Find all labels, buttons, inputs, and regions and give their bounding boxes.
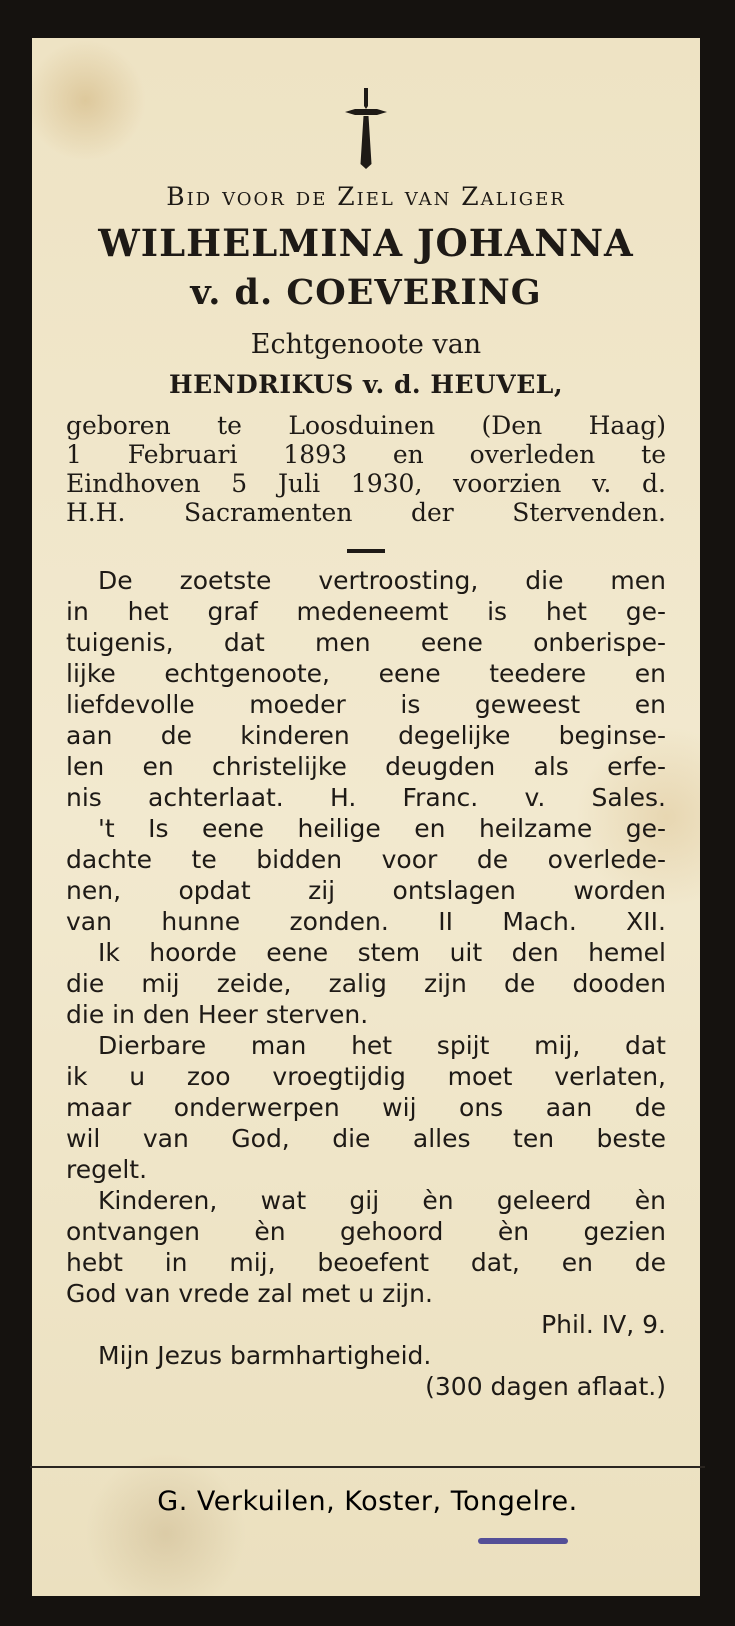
memorial-text [66,565,666,1402]
ink-underline-mark [478,1538,568,1544]
text-line: die mij zeide, zalig zijn de dooden [66,969,666,998]
spouse-intro: Echtgenoote van [250,329,482,360]
cross-icon [343,86,389,170]
text-line: Kinderen, wat gij èn geleerd èn [98,1186,666,1215]
text-line: len en christelijke deugden als erfe- [66,752,666,781]
text-line: ik u zoo vroegtijdig moet verlaten, [66,1062,666,1091]
text-line: God van vrede zal met u zijn. [66,1279,433,1308]
text-line: nen, opdat zij ontslagen worden [66,876,666,905]
text-line: Ik hoorde eene stem uit den hemel [98,938,666,967]
text-line: 't Is eene heilige en heilzame ge- [98,814,666,843]
born-line: 1 Februari 1893 en overleden te [66,440,666,469]
text-line: Mijn Jezus barmhartigheid. [98,1341,432,1370]
text-line: tuigenis, dat men eene onberispe- [66,628,666,657]
born-line: Eindhoven 5 Juli 1930, voorzien v. d. [66,469,666,498]
born-line: geboren te Loosduinen (Den Haag) [66,411,666,440]
text-line: hebt in mij, beoefent dat, en de [66,1248,666,1277]
printer-credit: G. Verkuilen, Koster, Tongelre. [157,1486,578,1517]
text-line: dachte te bidden voor de overlede- [66,845,666,874]
deceased-name-line1: WILHELMINA JOHANNA [98,221,634,265]
text-line: in het graf medeneemt is het ge- [66,597,666,626]
text-line: maar onderwerpen wij ons aan de [66,1093,666,1122]
footer-rule [30,1466,705,1468]
text-line: ontvangen èn gehoord èn gezien [66,1217,666,1246]
text-line: Dierbare man het spijt mij, dat [98,1031,666,1060]
text-line: wil van God, die alles ten beste [66,1124,666,1153]
memorial-card [32,38,700,1596]
spouse-name: HENDRIKUS v. d. HEUVEL, [168,370,564,399]
text-line: De zoetste vertroosting, die men [98,566,666,595]
separator-rule [347,549,385,553]
text-line: die in den Heer sterven. [66,1000,369,1029]
text-line: (300 dagen aflaat.) [425,1372,666,1401]
prayer-heading: Bid voor de Ziel van Zaliger [166,182,566,211]
text-line: Phil. IV, 9. [541,1310,666,1339]
text-line: van hunne zonden. II Mach. XII. [66,907,666,936]
birth-death-details [66,411,666,527]
born-line: H.H. Sacramenten der Stervenden. [66,498,666,527]
text-line: nis achterlaat. H. Franc. v. Sales. [66,783,666,812]
text-line: lijke echtgenoote, eene teedere en [66,659,666,688]
text-line: regelt. [66,1155,148,1184]
text-line: liefdevolle moeder is geweest en [66,690,666,719]
text-line: aan de kinderen degelijke beginse- [66,721,666,750]
deceased-name-line2: v. d. COEVERING [190,272,542,313]
